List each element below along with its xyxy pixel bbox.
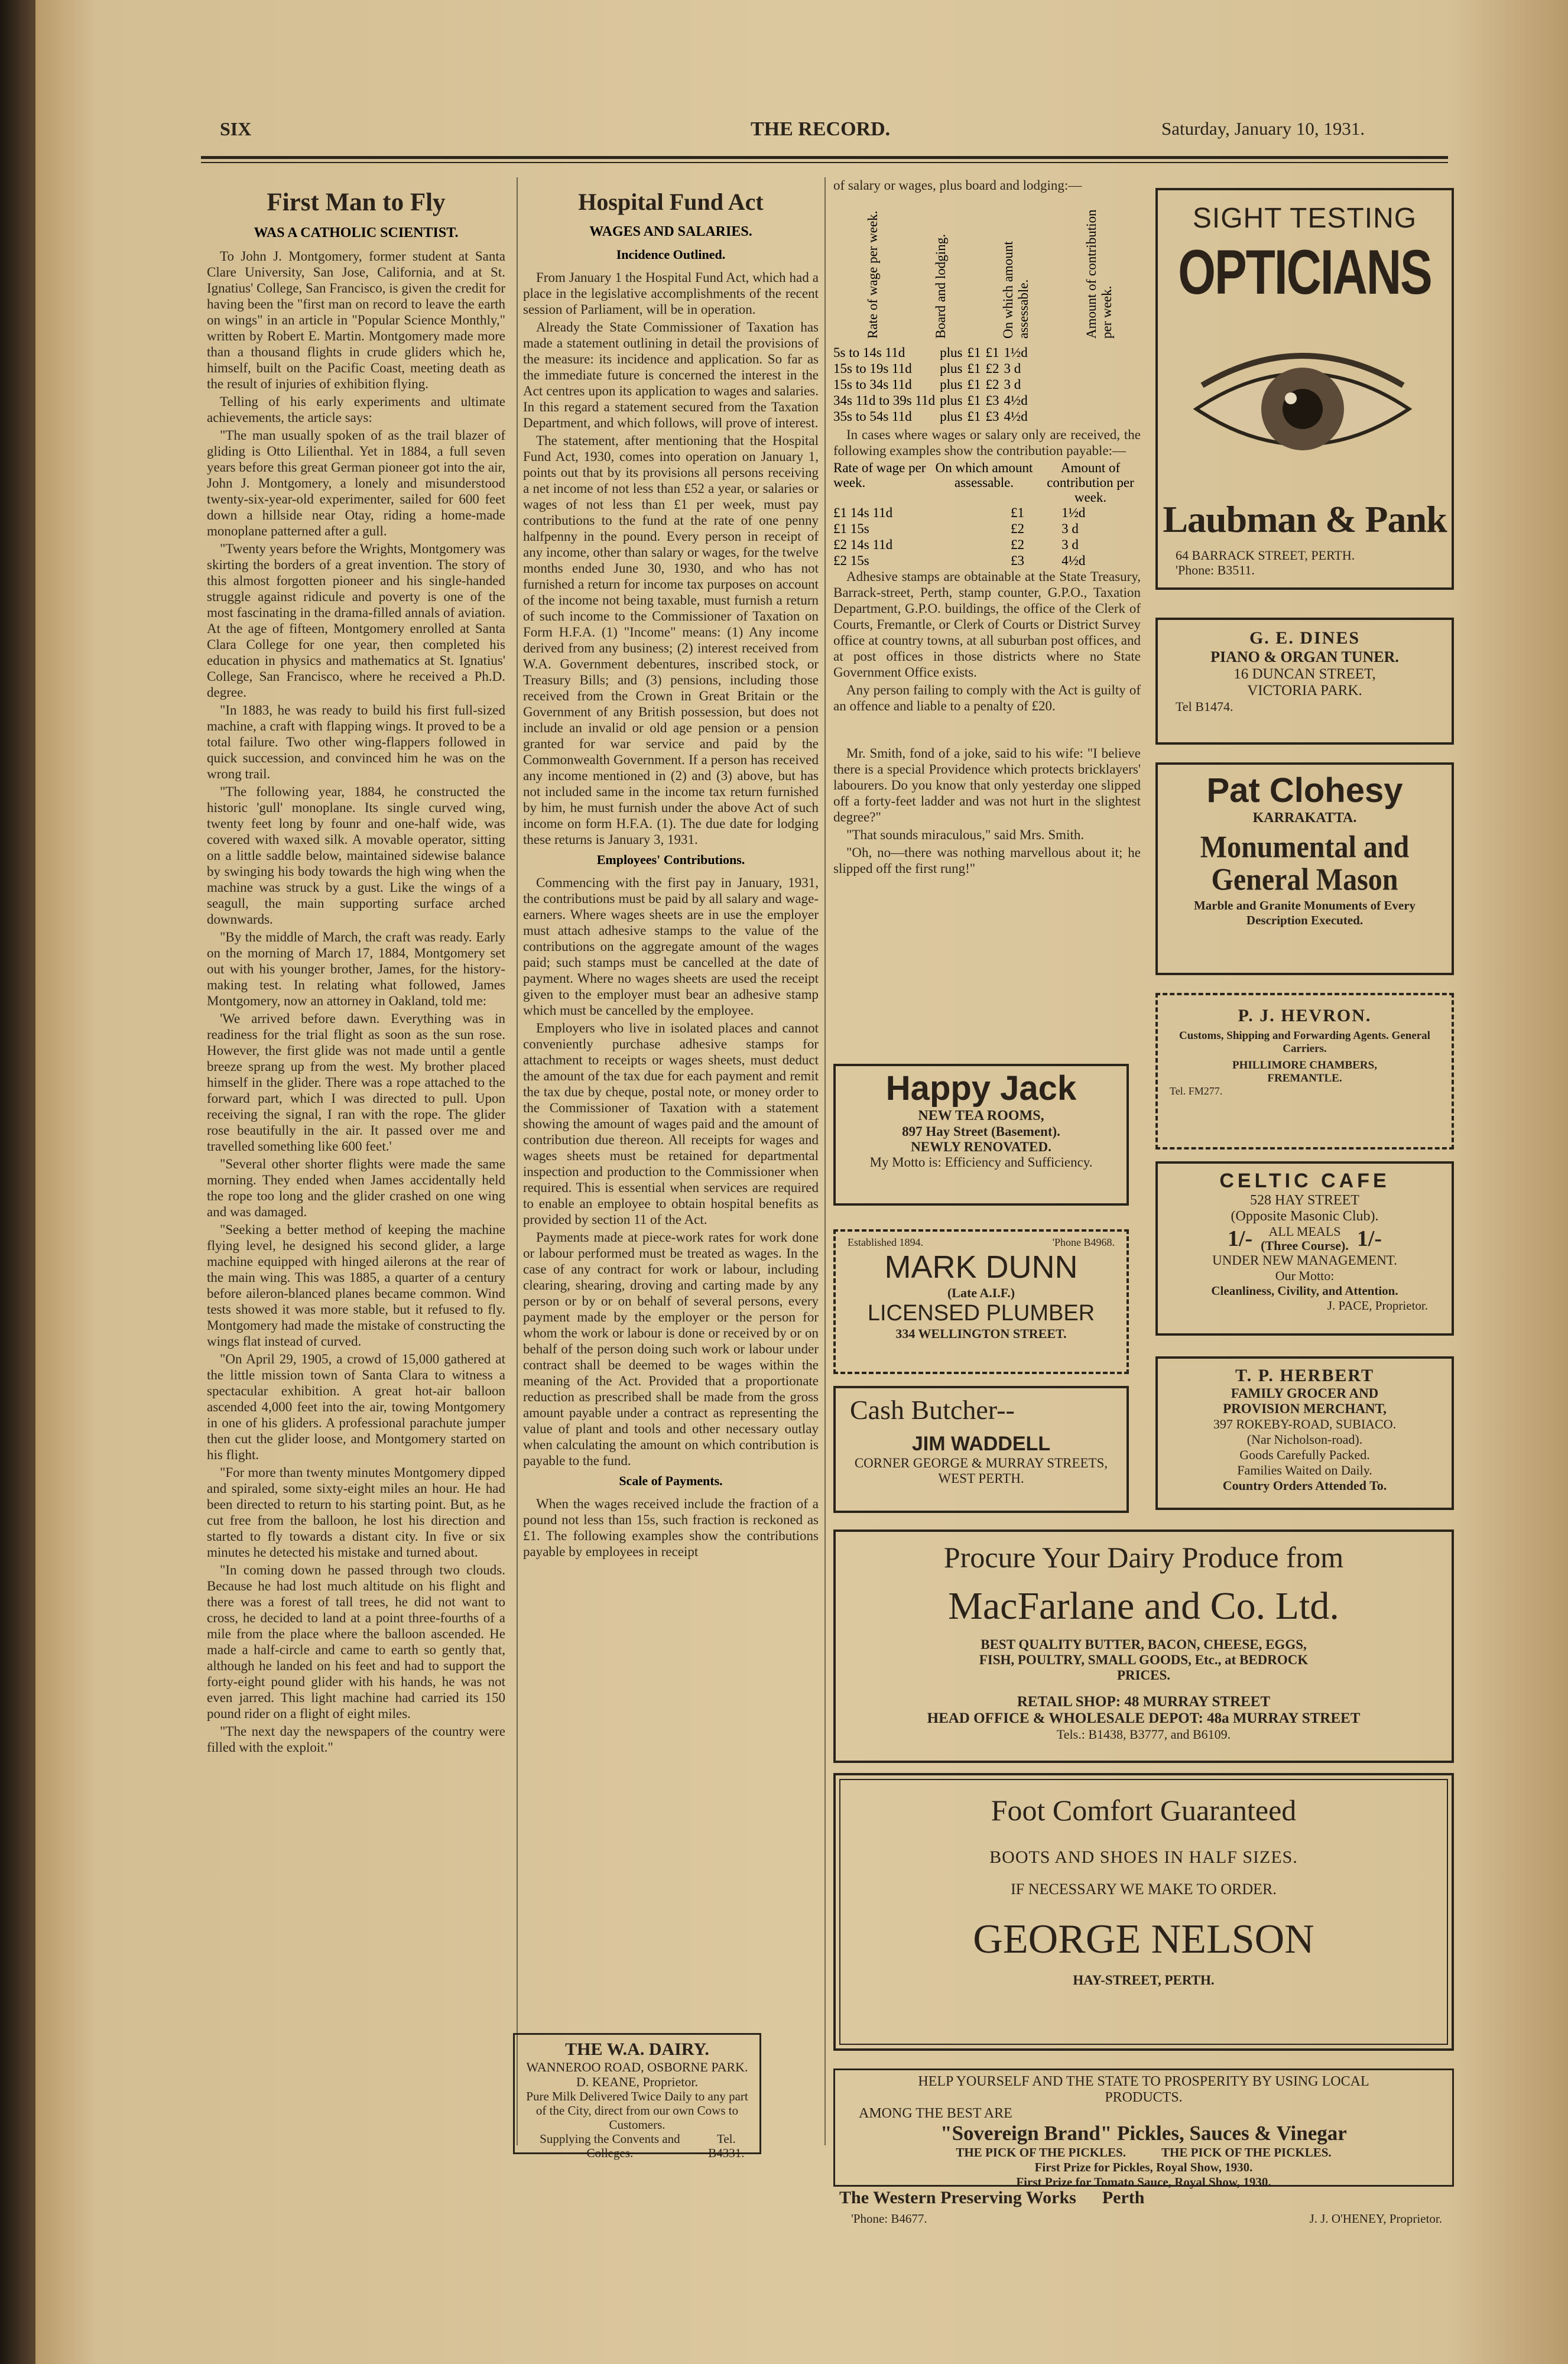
- table-cell: 3 d: [1004, 361, 1021, 376]
- ad-text: The Western Preserving Works: [839, 2188, 1076, 2207]
- ad-title: Cash Butcher--: [850, 1395, 1015, 1425]
- table-cell: 3 d: [1061, 521, 1079, 536]
- ad-text: RETAIL SHOP: 48 MURRAY STREET: [1017, 1694, 1271, 1710]
- ad-phone: 'Phone: B3511.: [1176, 563, 1255, 577]
- paragraph: "In 1883, he was ready to build his first full-sized machine, a craft with flapping wings. It proved to be a total failure. Two other wing-flappers followed in quick succession, and convinced him he was on the wrong trail.: [207, 703, 505, 781]
- column-rule: [824, 177, 826, 2145]
- ad-text: THE PICK OF THE PICKLES.: [956, 2145, 1126, 2160]
- table-row: [833, 537, 1141, 553]
- table-heading: Amount of contribution per week.: [1083, 209, 1114, 339]
- ad-phone: Tel. FM277.: [1170, 1085, 1223, 1097]
- ad-title: MARK DUNN: [884, 1249, 1078, 1285]
- ad-phone: 'Phone B4968.: [1052, 1236, 1115, 1248]
- table-cell: 1½d: [1004, 345, 1028, 360]
- ad-text: AMONG THE BEST ARE: [859, 2106, 1012, 2121]
- ad-text: J. J. O'HENEY, Proprietor.: [1309, 2212, 1442, 2226]
- table-cell: 3 d: [1004, 377, 1021, 392]
- table-row: [833, 392, 1033, 408]
- ad-tp-herbert: [1155, 1356, 1454, 1510]
- table-cell: 4½d: [1061, 553, 1086, 568]
- ad-text: 397 ROKEBY-ROAD, SUBIACO.: [1213, 1417, 1397, 1431]
- table-cell: £3: [1011, 553, 1025, 568]
- ad-text: (Late A.I.F.): [947, 1285, 1015, 1300]
- binding-edge: [0, 0, 35, 2364]
- table-heading: Board and lodging.: [933, 234, 948, 339]
- paragraph: "The man usually spoken of as the trail blazer of gliding is Otto Lilienthal. Yet in 1884, a full seven years before this great German pioneer got into the air, John J. Montgomery, a lonely and misunderstood twenty-six-year-old experimenter, sailed for 600 feet down a hillside near Otay, riding a home-made monoplane patterned after a gull.: [207, 428, 505, 538]
- ad-ge-dines: [1155, 618, 1454, 745]
- ad-title: CELTIC CAFE: [1219, 1170, 1390, 1192]
- ad-text: UNDER NEW MANAGEMENT.: [1212, 1253, 1397, 1268]
- ad-phone: Tel. B4331.: [708, 2132, 745, 2160]
- ad-price: 1/-: [1227, 1226, 1253, 1251]
- table-heading: Rate of wage per week.: [833, 460, 926, 490]
- table-cell: 35s to 54s 11d: [833, 409, 912, 424]
- table-cell: £1 15s: [833, 521, 869, 536]
- ad-text: 897 Hay Street (Basement).: [902, 1124, 1060, 1139]
- ad-title: Procure Your Dairy Produce from: [943, 1541, 1344, 1574]
- paragraph: "Oh, no—there was nothing marvellous about it; he slipped off the first rung!": [833, 845, 1141, 876]
- ad-pj-hevron: [1155, 993, 1454, 1149]
- table-row: [833, 345, 1033, 361]
- ad-text: BEST QUALITY BUTTER, BACON, CHEESE, EGGS, FISH, POULTRY, SMALL GOODS, Etc., at BEDROCK PRICES.: [979, 1637, 1309, 1683]
- ad-text: 528 HAY STREET: [1250, 1193, 1359, 1208]
- table-row: [833, 408, 1033, 424]
- table-cell: £3: [985, 393, 999, 408]
- eye-icon: [1190, 350, 1415, 468]
- ad-text: CORNER GEORGE & MURRAY STREETS, WEST PERTH.: [854, 1456, 1108, 1486]
- table-cell: £2: [985, 361, 999, 376]
- table-cell: £3: [985, 409, 999, 424]
- ad-name: MacFarlane and Co. Ltd.: [948, 1584, 1339, 1628]
- ad-wa-dairy: [513, 2033, 761, 2160]
- section-heading: Employees' Contributions.: [596, 852, 745, 867]
- ad-text: Perth: [1102, 2188, 1145, 2207]
- table-cell: £1: [1011, 505, 1025, 520]
- ad-text: HELP YOURSELF AND THE STATE TO PROSPERITY BY USING LOCAL PRODUCTS.: [918, 2074, 1369, 2105]
- ad-title: P. J. HEVRON.: [1238, 1006, 1372, 1025]
- table-cell: £2 14s 11d: [833, 537, 893, 552]
- ad-laubman-pank: [1155, 188, 1454, 590]
- ad-celtic-cafe: [1155, 1161, 1454, 1336]
- header-rule: [201, 156, 1448, 159]
- ad-text: IF NECESSARY WE MAKE TO ORDER.: [1011, 1881, 1277, 1898]
- masthead: THE RECORD.: [751, 118, 891, 140]
- table-heading: Rate of wage per week.: [865, 210, 881, 339]
- table-cell: £1: [967, 361, 981, 376]
- ad-text: HEAD OFFICE & WHOLESALE DEPOT: 48a MURRAY STREET: [927, 1710, 1361, 1726]
- ad-text: Pure Milk Delivered Twice Daily to any part of the City, direct from our own Cows to Customers.: [526, 2089, 748, 2132]
- paragraph: Commencing with the first pay in January, 1931, the contributions must be paid by all salary and wage-earners. Where wages sheets are in use the employer must attach adhesive stamps to the value of the contributions on the aggregate amount of the wages paid; such stamps must be cancelled at the date of payment. Where no wages sheets are used the receipt given to the employer must bear an adhesive stamp which must be cancelled by the employee.: [523, 875, 819, 1018]
- ad-text: Our Motto:: [1275, 1268, 1335, 1283]
- table-heading: On which amount assessable.: [935, 460, 1033, 490]
- paragraph: In cases where wages or salary only are received, the following examples show the contribution payable:—: [833, 427, 1141, 458]
- table-cell: £1: [967, 377, 981, 392]
- paragraph: "Several other shorter flights were made the same morning. They ended when James accidentally held the rope too long and the glider crashed on one wing and was damaged.: [207, 1157, 505, 1219]
- ad-title: Foot Comfort Guaranteed: [991, 1794, 1297, 1827]
- ad-text: NEWLY RENOVATED.: [911, 1139, 1051, 1154]
- ad-text: Monumental and: [1200, 830, 1410, 865]
- ad-text: ALL MEALS: [1268, 1224, 1341, 1239]
- paragraph: Already the State Commissioner of Taxation has made a statement outlining in detail the provisions of the measure: its incidence and application. So far as the immediate future is concerned the interest in the Act centres upon its application to wages and salaries. In this regard a statement secured from the Taxation Department, and which follows, will prove of interest.: [523, 320, 819, 430]
- paragraph: Any person failing to comply with the Act is guilty of an offence and liable to a penalty of £20.: [833, 683, 1141, 713]
- ad-text: (Nar Nicholson-road).: [1246, 1432, 1363, 1447]
- ad-macfarlane: [833, 1530, 1454, 1763]
- ad-text: VICTORIA PARK.: [1247, 683, 1362, 699]
- table-cell: 3 d: [1061, 537, 1079, 552]
- ad-text: Families Waited on Daily.: [1237, 1463, 1372, 1478]
- ad-text: LICENSED PLUMBER: [867, 1301, 1095, 1326]
- paragraph: "The next day the newspapers of the country were filled with the exploit.": [207, 1724, 505, 1755]
- article-body: [207, 248, 505, 1755]
- ad-text: Supplying the Convents and Colleges.: [540, 2132, 680, 2160]
- table-headings: [839, 197, 1141, 345]
- table-row: [833, 376, 1033, 392]
- ad-text: PROVISION MERCHANT,: [1223, 1401, 1387, 1416]
- article-body: [833, 177, 1141, 876]
- paragraph: "Twenty years before the Wrights, Montgomery was skirting the borders of a great invention. The story of this almost forgotten pioneer and his single-handed struggle against ridicule and poverty is one of the most fascinating in the drama-filled annals of aviation. At the age of fifteen, Montgomery enrolled at Santa Clara College for one year, then completed his education in physics and mathematics at St. Ignatius' College, San Francisco, where he received a Ph.D. degree.: [207, 541, 505, 700]
- article-first-man-to-fly: [207, 177, 505, 1757]
- table-cell: £2 15s: [833, 553, 869, 568]
- table-cell: plus: [940, 409, 963, 424]
- paragraph: of salary or wages, plus board and lodging:—: [833, 178, 1082, 193]
- article-body: [523, 247, 819, 1560]
- ad-text: Tels.: B1438, B3777, and B6109.: [1056, 1727, 1231, 1742]
- paragraph: "The following year, 1884, he constructed the historic 'gull' monoplane. Its single curved wing, twenty feet long by founr and one-half wide, was covered with waxed silk. A movable operator, sitting on a little saddle below, maintained sidewise balance by swinging his body towards the high wing when the machine was struck by a gust. Like the wings of a seagull, the main supporting surface arched downwards.: [207, 784, 505, 927]
- paragraph: To John J. Montgomery, former student at Santa Clare University, San Jose, California, and at St. Ignatius' College, San Francisco, is given the credit for having been the "first man on record to leave the earth on wings" in an article in "Popular Science Monthly," written by Robert E. Martin. Montgomery made more than a thousand flights in crude gliders which he, himself, built on the Pacific Coast, meeting death as the result of injuries of exhibition flying.: [207, 249, 505, 391]
- article-subtitle: WAS A CATHOLIC SCIENTIST.: [254, 225, 459, 241]
- table-row: [833, 361, 1033, 376]
- ad-cash-butcher: [833, 1386, 1129, 1513]
- ad-title: Happy Jack: [885, 1069, 1077, 1108]
- table-row: [833, 505, 1141, 521]
- ad-text: (Three Course).: [1261, 1238, 1349, 1253]
- ad-pat-clohesy: [1155, 762, 1454, 975]
- table-cell: £2: [1011, 537, 1025, 552]
- issue-date: Saturday, January 10, 1931.: [1161, 118, 1365, 139]
- ad-text: FAMILY GROCER AND: [1231, 1386, 1379, 1401]
- table-cell: 34s 11d to 39s 11d: [833, 393, 936, 408]
- paragraph: "By the middle of March, the craft was ready. Early on the morning of March 17, 1884, Montgomery set out with his younger brother, James, for the history-making test. In relating what followed, James Montgomery, now an attorney in Oakland, told me:: [207, 930, 505, 1008]
- article-subtitle: WAGES AND SALARIES.: [589, 224, 752, 239]
- ad-text: NEW TEA ROOMS,: [918, 1108, 1044, 1123]
- ad-text: Country Orders Attended To.: [1222, 1478, 1387, 1493]
- ad-name: JIM WADDELL: [911, 1433, 1051, 1455]
- ad-text: HAY-STREET, PERTH.: [1073, 1973, 1215, 1988]
- table-cell: 15s to 34s 11d: [833, 377, 912, 392]
- ad-text: General Mason: [1211, 862, 1398, 897]
- ad-title: SIGHT TESTING: [1192, 203, 1417, 234]
- ad-mark-dunn: [833, 1229, 1129, 1374]
- table-row: [833, 553, 1141, 569]
- table-cell: 4½d: [1004, 409, 1028, 424]
- ad-text: BOOTS AND SHOES IN HALF SIZES.: [989, 1847, 1298, 1867]
- sovereign-phone-line: [851, 2212, 1442, 2226]
- paragraph: Telling of his early experiments and ultimate achievements, the article says:: [207, 394, 505, 425]
- paragraph: "In coming down he passed through two clouds. Because he had lost much altitude on his flight and there was a forest of tall trees, he did not want to cross, he decided to land at a point three-fourths of a mile from the place where the balloon ascended. He made a half-circle and came to earth so gently that, although he landed on his feet and had to support the forty-eight pound glider with his hands, he was not even jarred. This light machine had carried its 150 pound rider on a flight of eight miles.: [207, 1563, 505, 1721]
- table-cell: £1: [967, 345, 981, 360]
- ad-text: My Motto is: Efficiency and Sufficiency.: [869, 1155, 1093, 1170]
- paragraph: "For more than twenty minutes Montgomery dipped and spiraled, some sixty-eight miles an hour. He had been directed to return to his starting point. But, as he cut free from the balloon, he lost his direction and started to fly towards a distant city. In five or six minutes he detected his mistake and turned about.: [207, 1465, 505, 1560]
- table-cell: £1: [967, 409, 981, 424]
- header-rule-thin: [201, 162, 1448, 163]
- ad-phone: Tel B1474.: [1176, 699, 1233, 714]
- table-cell: 4½d: [1004, 393, 1028, 408]
- table-cell: 15s to 19s 11d: [833, 361, 912, 376]
- paragraph: "That sounds miraculous," said Mrs. Smith.: [846, 827, 1085, 842]
- page-number: SIX: [220, 118, 252, 139]
- article-hospital-fund-continued: [833, 177, 1141, 878]
- table-row: [833, 521, 1141, 537]
- table-cell: plus: [940, 361, 963, 376]
- section-heading: Scale of Payments.: [619, 1473, 723, 1488]
- paragraph: From January 1 the Hospital Fund Act, which had a place in the legislative accomplishments of the recent session of Parliament, will be in operation.: [523, 270, 819, 317]
- ad-text: WANNEROO ROAD, OSBORNE PARK. D. KEANE, Proprietor.: [526, 2060, 748, 2089]
- table-headings: [833, 460, 1141, 505]
- ad-title: "Sovereign Brand" Pickles, Sauces & Vinegar: [940, 2122, 1347, 2145]
- rates-table-board: [833, 345, 1033, 424]
- ad-title: T. P. HERBERT: [1235, 1366, 1374, 1385]
- ad-text: 334 WELLINGTON STREET.: [895, 1326, 1067, 1341]
- ad-text: Cleanliness, Civility, and Attention.: [1211, 1284, 1398, 1298]
- ad-text: (Opposite Masonic Club).: [1231, 1209, 1379, 1224]
- ad-text: THE PICK OF THE PICKLES.: [1161, 2145, 1332, 2160]
- table-cell: plus: [940, 345, 963, 360]
- ad-text: PIANO & ORGAN TUNER.: [1210, 648, 1399, 665]
- ad-happy-jack: [833, 1064, 1129, 1206]
- ad-title: OPTICIANS: [1178, 238, 1431, 308]
- paragraph: "On April 29, 1905, a crowd of 15,000 gathered at the little mission town of Santa Clara to witness a spectacular exhibition. A great hot-air balloon ascended 4,000 feet into the air, towing Montgomery in one of his gliders. A professional parachute jumper then cut the glider loose, and Montgomery started on his flight.: [207, 1352, 505, 1462]
- ad-text: Marble and Granite Monuments of Every Description Executed.: [1193, 898, 1416, 927]
- ad-text: PHILLIMORE CHAMBERS, FREMANTLE.: [1232, 1059, 1377, 1084]
- column-rule: [517, 177, 518, 2145]
- paragraph: When the wages received include the fraction of a pound not less than 15s, such fraction is reckoned as £1. The following examples show the contributions payable by employees in receipt: [523, 1496, 819, 1559]
- article-title: Hospital Fund Act: [578, 189, 764, 215]
- ad-price: 1/-: [1356, 1226, 1382, 1251]
- table-cell: £1 14s 11d: [833, 505, 893, 520]
- paragraph: Adhesive stamps are obtainable at the State Treasury, Barrack-street, Perth, stamp counter, G.P.O., Taxation Department, G.P.O. buildings, the office of the Clerk of Courts, Fremantle, or Clerk of Courts or District Survey office at country towns, at all suburban post offices, and at post offices in those districts where no State Government Office exists.: [833, 569, 1141, 680]
- paragraph: Payments made at piece-work rates for work done or labour performed must be treated as wages. In the case of any contract for work or labour, including clearing, shearing, droving and carting made by any person or by or on behalf of several persons, every payment made by the employer or the person for whom the work or labour is done or received by or on behalf of the person doing such work or labour under contract shall be deemed to be wages within the meaning of the Act. Provided that a proportionate reduction as prescribed shall be made from the gross amount payable under a contract as representing the value of plant and tools and other necessary outlay when calculating the amount on which contribution is payable to the fund.: [523, 1230, 819, 1468]
- ad-title: G. E. DINES: [1249, 628, 1361, 648]
- ad-text: J. PACE, Proprietor.: [1327, 1298, 1428, 1313]
- ad-text: 16 DUNCAN STREET,: [1233, 666, 1376, 682]
- article-title: First Man to Fly: [267, 189, 446, 216]
- ad-text: First Prize for Tomato Sauce, Royal Show, 1930.: [1016, 2175, 1271, 2189]
- section-heading: Incidence Outlined.: [616, 247, 726, 262]
- ad-text: Goods Carefully Packed.: [1239, 1447, 1370, 1462]
- table-cell: 1½d: [1061, 505, 1086, 520]
- ad-george-nelson: [833, 1773, 1454, 2051]
- table-cell: £2: [1011, 521, 1025, 536]
- ad-text: First Prize for Pickles, Royal Show, 1930.: [1034, 2160, 1253, 2174]
- ad-phone: 'Phone: B4677.: [851, 2212, 927, 2226]
- table-heading: Amount of contribution per week.: [1047, 460, 1134, 505]
- ad-sovereign-brand: [833, 2068, 1454, 2187]
- table-cell: plus: [940, 377, 963, 392]
- paragraph: "Seeking a better method of keeping the machine flying level, he designed his second glider, a large machine equipped with hinged ailerons at the rear of the main wing. This was 1885, a quarter of a century before aileron-blanced planes became common. Wind tests showed it was more stable, but it refused to fly. Montgomery had made the mistake of constructing the wings flat instead of curved.: [207, 1222, 505, 1349]
- paragraph: 'We arrived before dawn. Everything was in readiness for the trial flight as soon as the sun rose. However, the first glide was not made until a gentle breeze sprang up from the west. My brother placed himself in the glider. There was a rope attached to the forward part, which I was directed to pull. Upon receiving the signal, I ran with the rope. The glider rose beautifully in the air. It passed over me and travelled something like 600 feet.': [207, 1011, 505, 1154]
- table-cell: plus: [940, 393, 963, 408]
- paragraph: Mr. Smith, fond of a joke, said to his wife: "I believe there is a special Providence which protects bricklayers' labourers. Do you know that only yesterday one slipped off a forty-feet ladder and was not hurt in the slightest degree?": [833, 746, 1141, 824]
- table-cell: £1: [985, 345, 999, 360]
- ad-title: THE W.A. DAIRY.: [565, 2040, 709, 2059]
- ad-title: Pat Clohesy: [1206, 771, 1403, 810]
- table-cell: £2: [985, 377, 999, 392]
- sovereign-footer: [839, 2188, 1448, 2208]
- table-heading: On which amount assessable.: [1001, 241, 1031, 339]
- table-cell: 5s to 14s 11d: [833, 345, 905, 360]
- ad-name: GEORGE NELSON: [973, 1917, 1314, 1962]
- ad-text: KARRAKATTA.: [1252, 810, 1357, 826]
- ad-text: Established 1894.: [848, 1236, 923, 1248]
- ad-text: 64 BARRACK STREET, PERTH.: [1176, 548, 1355, 563]
- article-hospital-fund-act: [523, 177, 819, 1561]
- ad-text: Customs, Shipping and Forwarding Agents. General Carriers.: [1179, 1030, 1430, 1055]
- rates-table-wages: [833, 505, 1141, 569]
- table-cell: £1: [967, 393, 981, 408]
- ad-name: Laubman & Pank: [1163, 498, 1447, 540]
- paragraph: Employers who live in isolated places and cannot conveniently purchase adhesive stamps for attachment to receipts or wages sheets, must deduct the amount of the tax due for each payment and remit the tax due by cheque, postal note, or money order to the Commissioner of Taxation with a statement showing the amount of wages paid and the amount of contribution due thereon. All receipts for wages and wages sheets must be retained for departmental inspection and production to the Commissioner when required. This is essential when services are required to enable an employee to obtain hospital benefits as provided by section 11 of the Act.: [523, 1021, 819, 1227]
- paragraph: The statement, after mentioning that the Hospital Fund Act, 1930, comes into operation on January 1, points out that by its provisions all persons receiving a net income of not less than £52 a year, or salaries or wages of not less than £1 per week, must pay contributions to the fund at the rate of one penny halfpenny in the pound. Every person in receipt of any income, other than salary or wages, for the twelve months ended June 30, 1930, and who has not furnished a return for income tax purposes on account of the income not being taxable, must furnish a return of such income to the Commissioner of Taxation on Form H.F.A. (1) "Income" means: (1) Any income derived from any business; (2) interest received from W.A. Government debentures, inscribed stock, or Treasury Bills; and (3) pensions, including those received from the Crown in Great Britain or the Government of any British possession, but does not include an invalid or old age pension or a pension granted for war service and paid by the Commonwealth Government. If a person has received any income mentioned in (2) and (3) above, but has not included same in the income tax return furnished by him, he must furnish under the above Act of such income on form H.F.A. (1). The due date for lodging these returns is January 3, 1931.: [523, 433, 819, 847]
